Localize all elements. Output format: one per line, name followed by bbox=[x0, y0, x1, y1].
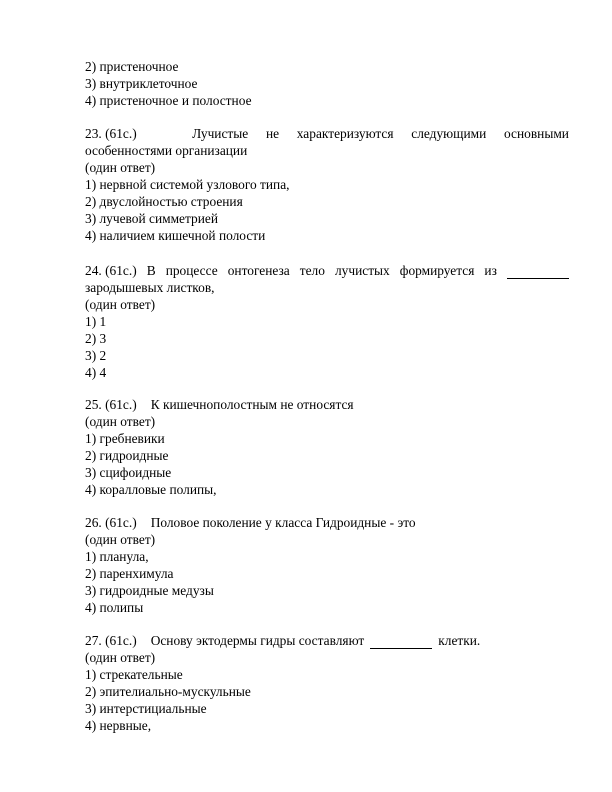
question-number: 24. (61с.) bbox=[85, 263, 137, 278]
stem-word: лучистых bbox=[334, 263, 390, 278]
question-text: К кишечнополостным не относятся bbox=[150, 397, 354, 412]
stem-word: из bbox=[484, 263, 497, 278]
question-stem bbox=[85, 262, 569, 279]
question-stem bbox=[85, 125, 569, 142]
option: 3) интерстициальные bbox=[85, 701, 207, 716]
answer-type: (один ответ) bbox=[85, 532, 156, 547]
question-number: 27. (61с.) bbox=[85, 633, 137, 648]
stem-word: основными bbox=[504, 126, 569, 141]
option: 4) пристеночное и полостное bbox=[85, 93, 252, 108]
question-number: 25. (61с.) bbox=[85, 397, 137, 412]
stem-word: В bbox=[146, 263, 156, 278]
option: 2) 3 bbox=[85, 331, 107, 346]
question-24 bbox=[85, 262, 569, 381]
question-27 bbox=[85, 632, 569, 734]
question-26 bbox=[85, 514, 569, 616]
question-stem bbox=[85, 396, 569, 413]
option: 4) наличием кишечной полости bbox=[85, 228, 266, 243]
stem-word: процессе bbox=[165, 263, 218, 278]
stem-word: тело bbox=[299, 263, 325, 278]
stem-word: онтогенеза bbox=[227, 263, 290, 278]
question-25 bbox=[85, 396, 569, 498]
option: 1) 1 bbox=[85, 314, 107, 329]
question-stem bbox=[85, 514, 569, 531]
stem-word: формируется bbox=[399, 263, 475, 278]
option: 1) стрекательные bbox=[85, 667, 183, 682]
option: 4) 4 bbox=[85, 365, 107, 380]
option: 4) коралловые полипы, bbox=[85, 482, 217, 497]
stem-word: Лучистые bbox=[192, 126, 249, 141]
question-stem-continued: особенностями организации bbox=[85, 143, 248, 158]
stem-word: не bbox=[265, 126, 280, 141]
option: 2) эпителиально-мускульные bbox=[85, 684, 251, 699]
stem-word: характеризуются bbox=[296, 126, 394, 141]
option: 3) лучевой симметрией bbox=[85, 211, 218, 226]
option: 3) внутриклеточное bbox=[85, 76, 198, 91]
previous-question-options bbox=[85, 58, 569, 109]
option: 4) нервные, bbox=[85, 718, 152, 733]
question-stem-continued: зародышевых листков, bbox=[85, 280, 215, 295]
option: 2) пристеночное bbox=[85, 59, 179, 74]
answer-type: (один ответ) bbox=[85, 160, 156, 175]
fill-in-blank bbox=[507, 262, 569, 279]
question-text-end: клетки. bbox=[438, 633, 481, 648]
option: 3) 2 bbox=[85, 348, 107, 363]
option: 4) полипы bbox=[85, 600, 144, 615]
answer-type: (один ответ) bbox=[85, 650, 156, 665]
option: 1) нервной системой узлового типа, bbox=[85, 177, 290, 192]
option: 2) паренхимула bbox=[85, 566, 174, 581]
stem-word: следующими bbox=[411, 126, 487, 141]
fill-in-blank bbox=[370, 632, 432, 649]
answer-type: (один ответ) bbox=[85, 414, 156, 429]
question-23 bbox=[85, 125, 569, 244]
option: 1) планула, bbox=[85, 549, 149, 564]
question-number: 26. (61с.) bbox=[85, 515, 137, 530]
option: 2) гидроидные bbox=[85, 448, 169, 463]
option: 3) сцифоидные bbox=[85, 465, 172, 480]
question-number: 23. (61с.) bbox=[85, 126, 137, 141]
option: 2) двуслойностью строения bbox=[85, 194, 243, 209]
question-stem bbox=[85, 632, 569, 649]
answer-type: (один ответ) bbox=[85, 297, 156, 312]
option: 3) гидроидные медузы bbox=[85, 583, 214, 598]
option: 1) гребневики bbox=[85, 431, 165, 446]
question-text: Основу эктодермы гидры составляют bbox=[150, 633, 365, 648]
question-text: Половое поколение у класса Гидроидные - это bbox=[150, 515, 416, 530]
